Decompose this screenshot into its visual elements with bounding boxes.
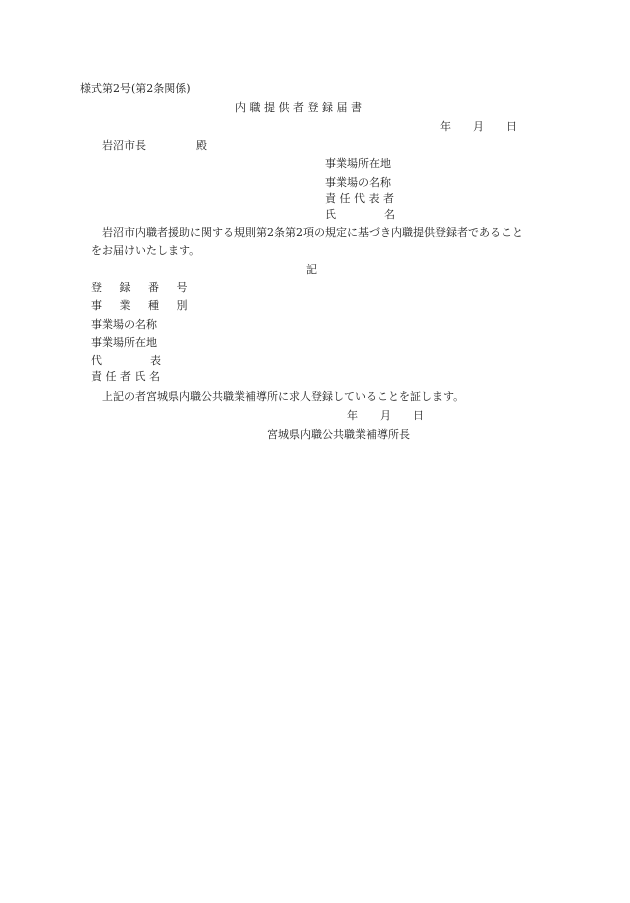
workplace-name-label: 事業場の名称 (91, 318, 157, 331)
representative-field-label-a: 代 (91, 354, 102, 367)
note-heading: 記 (306, 263, 317, 276)
addressee: 岩沼市長 (102, 139, 146, 152)
certifier: 宮城県内職公共職業補導所長 (267, 428, 410, 441)
honorific: 殿 (196, 139, 207, 152)
business-type-label: 事 業 種 別 (91, 299, 195, 312)
form-title: 内 職 提 供 者 登 録 届 書 (235, 101, 362, 114)
workplace-location-label: 事業場所在地 (91, 336, 157, 349)
form-number: 様式第2号(第2条関係) (80, 82, 191, 95)
submission-date: 年 月 日 (440, 120, 517, 133)
representative-name-label-a: 氏 (325, 208, 336, 221)
certification-text: 上記の者宮城県内職公共職業補導所に求人登録していることを証します。 (102, 390, 465, 403)
applicant-location-label: 事業場所在地 (325, 157, 391, 170)
responsible-person-label: 責 任 者 氏 名 (91, 370, 160, 383)
representative-name-label-b: 名 (384, 208, 395, 221)
registration-number-label: 登 録 番 号 (91, 281, 195, 294)
applicant-name-label: 事業場の名称 (325, 176, 391, 189)
representative-field-label-b: 表 (150, 354, 161, 367)
representative-label: 責 任 代 表 者 (325, 192, 394, 205)
certification-date: 年 月 日 (347, 409, 424, 422)
body-line-1: 岩沼市内職者援助に関する規則第2条第2項の規定に基づき内職提供登録者であること (102, 226, 523, 239)
body-line-2: をお届けいたします。 (91, 244, 201, 257)
